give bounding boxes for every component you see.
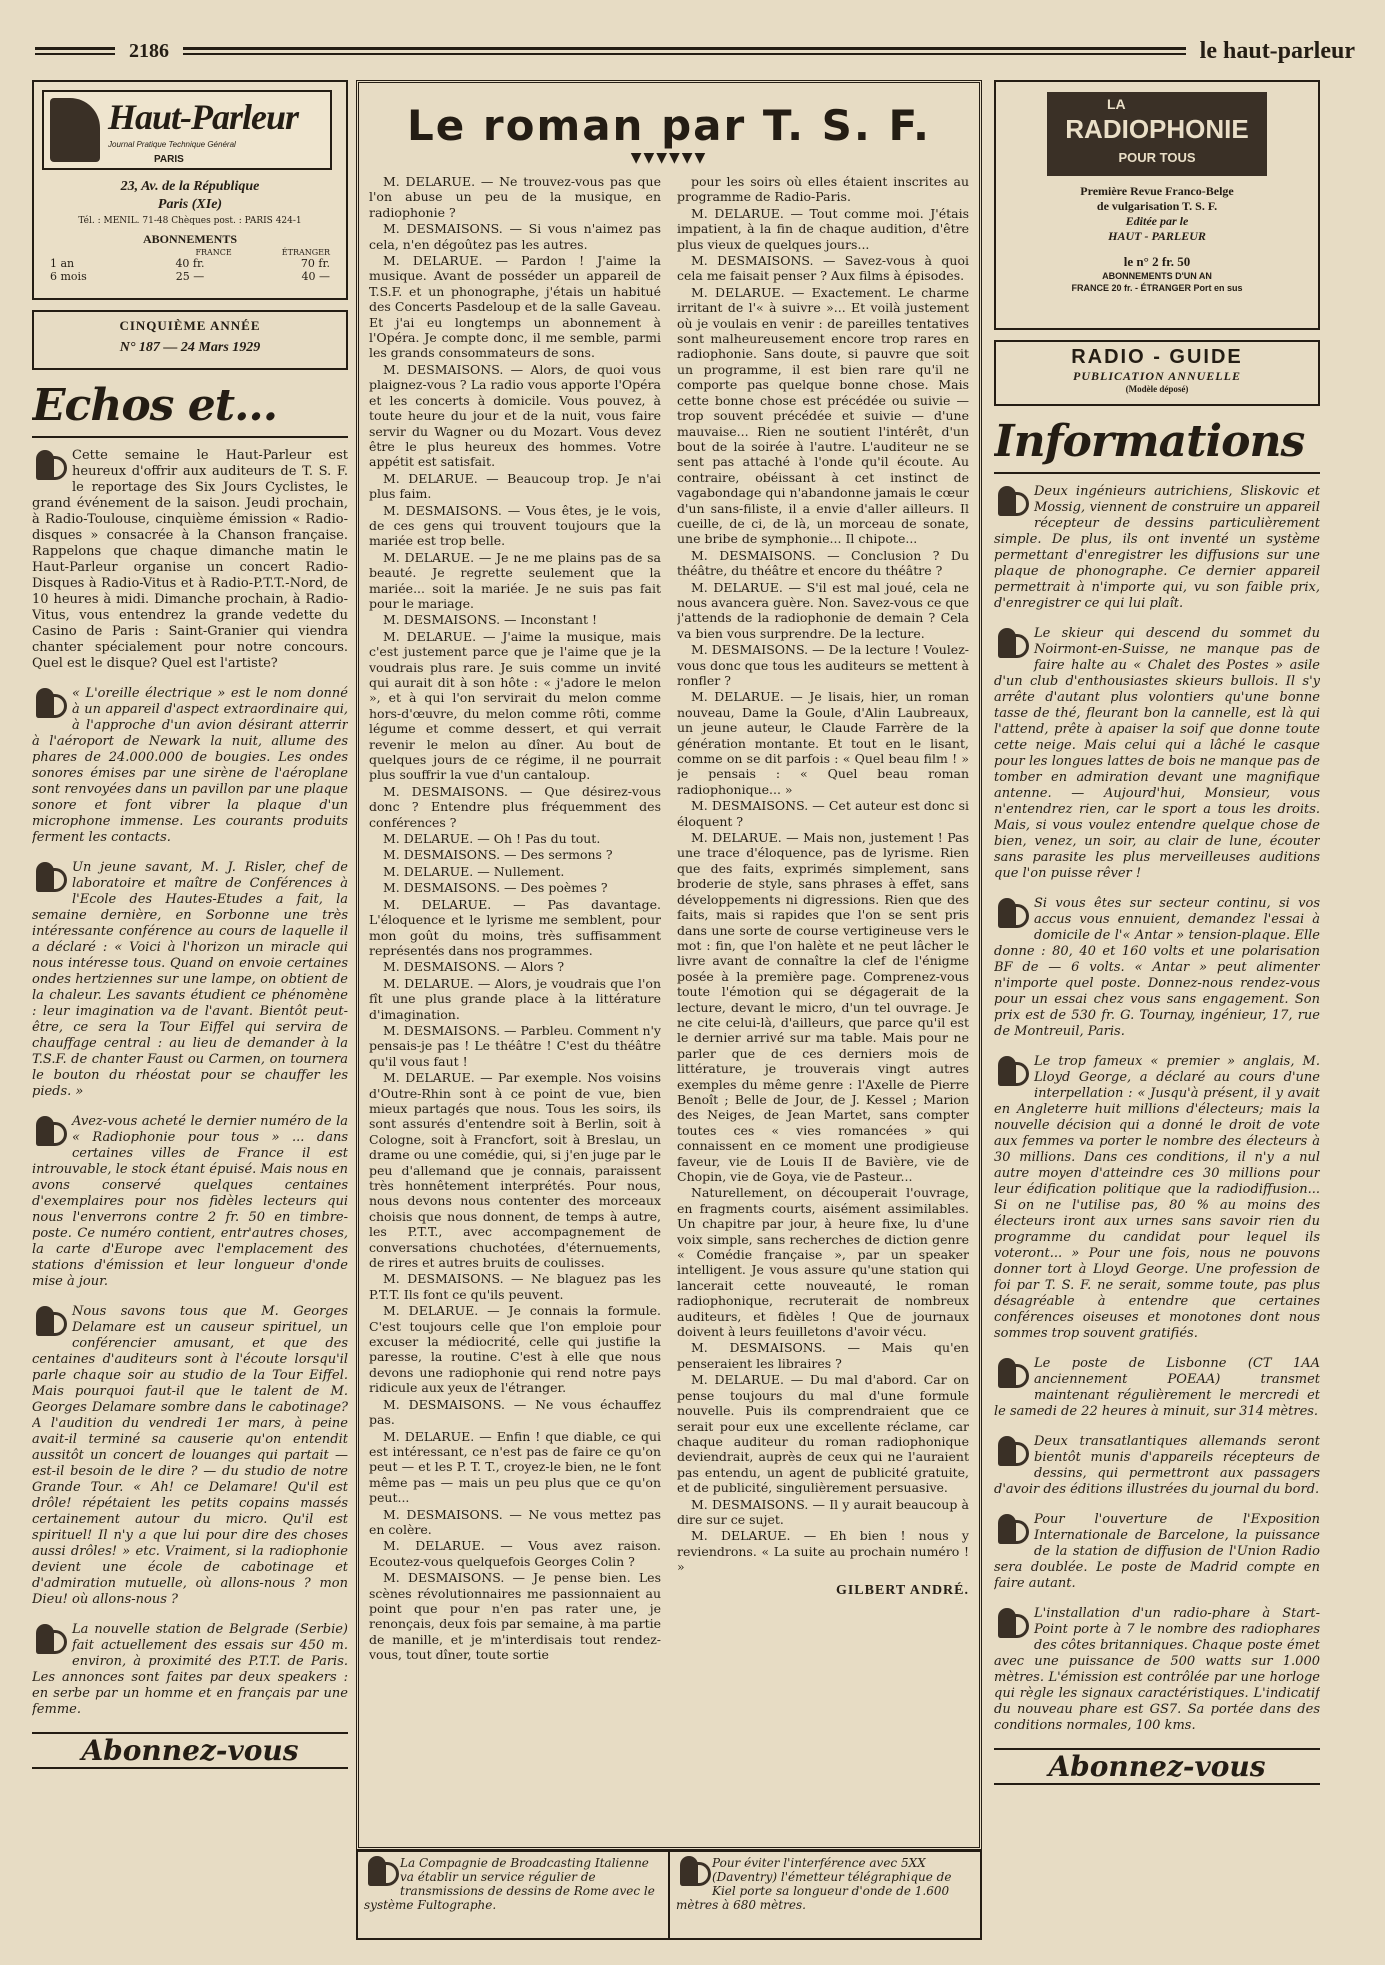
dialogue-paragraph: M. DELARUE. — Pardon ! J'aime la musique. Avant de posséder un appareil de T.S.F. et un phonographe, j'étais un habitué des Concerts Pasdeloup et de la salle Gaveau. Et j'ai eu longtemps un abonnement à l'Opéra. Je compte donc, il me semble, parmi les grands consommateurs de sons. <box>369 253 661 361</box>
brand-city: PARIS <box>154 154 184 165</box>
dialogue-paragraph: M. DESMAISONS. — Vous êtes, je le vois, de ces gens qui trouvent toujours que la mariée est trop belle. <box>369 502 661 549</box>
loudspeaker-icon <box>50 98 100 162</box>
news-item <box>994 896 1320 1040</box>
news-item <box>32 1114 348 1290</box>
dialogue-paragraph: M. DELARUE. — Tout comme moi. J'étais impatient, à la fin de chaque audition, d'être plus vieux de quelques jours... <box>677 205 969 252</box>
item-text: « L'oreille électrique » est le nom donné à un appareil d'aspect extraordinaire qui, à l'approche d'un avion désirant atterrir à l'aéroport de Newark la nuit, allume des phares de 24.000.000 de bougies. Les ondes sonores émises par une sirène de l'aéroplane sont renvoyées dans un pavillon par une plaque sonore et font vibrer la plaque d'un microphone immense. Les courants produits ferment les contacts. <box>32 686 348 845</box>
news-item <box>994 626 1320 882</box>
logo-pour-tous: POUR TOUS <box>1118 150 1196 165</box>
loudspeaker-icon <box>32 1116 66 1150</box>
logo-name: RADIOPHONIE <box>1065 114 1249 144</box>
radio-guide-ad <box>994 340 1320 406</box>
dialogue-paragraph: M. DESMAISONS. — Savez-vous à quoi cela me faisait penser ? Aux films à épisodes. <box>677 253 969 284</box>
bottom-news-strip <box>356 1850 982 1940</box>
loudspeaker-icon <box>32 1624 66 1658</box>
guide-sub: PUBLICATION ANNUELLE <box>1073 369 1241 383</box>
rule <box>35 47 115 55</box>
item-text: Pour l'ouverture de l'Exposition Internationale de Barcelone, la puissance de la station de diffusion de l'Union Radio sera doublée. Le poste de Madrid compte en faire autant. <box>994 1512 1320 1591</box>
col-france: FRANCE <box>195 248 232 257</box>
news-item <box>994 484 1320 612</box>
subscription-row <box>50 257 330 270</box>
loudspeaker-icon <box>32 1306 66 1340</box>
dialogue-paragraph: M. DESMAISONS. — Inconstant ! <box>383 612 598 628</box>
bottom-item-left <box>358 1852 670 1938</box>
item-text: Avez-vous acheté le dernier numéro de la « Radiophonie pour tous » ... dans certaines villes de France il est introuvable, le stock étant épuisé. Mais nous en avons conservé quelques centaines d'exemplaires pour nos fidèles lecteurs qui nous l'enverrons contre 2 fr. 50 en timbre-poste. Ce numéro contient, entr'autres choses, la carte d'Europe avec l'emplacement des stations d'émission et leur longueur d'onde mise à jour. <box>32 1114 348 1289</box>
news-item <box>32 1304 348 1608</box>
loudspeaker-icon <box>994 1436 1028 1470</box>
ad-description <box>996 184 1318 244</box>
telephone: Tél. : MENIL. 71-48 Chèques post. : PARIS 424-1 <box>78 216 302 226</box>
dialogue-paragraph: M. DELARUE. — Exactement. Le charme irritant de l'« à suivre »... Et voilà justement où je voulais en venir : de pareilles tentatives sont malheureusement encore trop rares en radiophonie. Sans doute, si pauvre que soit un programme, il est bien rare qu'il ne comporte pas quelque bonne chose. Mais cette bonne chose est précédée ou suivie — trop souvent précédée et suivie — d'une mauvaise... Rien ne soutient l'intérêt, d'un bout de la soirée à l'autre. L'auditeur ne se sent pas attaché à l'onde qu'il écoute. Au contraire, obéissant à cet instinct de vagabondage qui n'abandonne jamais le cœur d'un sans-filiste, il a envie d'aller ailleurs. Il cueille, de ci, de là, un morceau de sonate, une bribe de symphonie... Il chipote... <box>677 284 969 547</box>
item-text: Le poste de Lisbonne (CT 1AA anciennement POEAA) transmet maintenant régulièrement le mercredi et le samedi de 22 heures à minuit, sur 314 mètres. <box>994 1356 1320 1419</box>
ad-subs: ABONNEMENTS D'UN AN <box>1102 271 1212 281</box>
dialogue-paragraph: M. DELARUE. — Par exemple. Nos voisins d'Outre-Rhin sont à ce point de vue, bien mieux partagés que nous. Tous les soirs, ils sont assurés d'entendre soit à Berlin, soit à Cologne, soit à Francfort, soit à Breslau, un drame ou une comédie, qui, si j'en juge par le peu d'allemand que je connais, paraissent très honnêtement interprétés. Pour nous, nous devons nous contenter des morceaux choisis que nous donnent, de temps à autre, les P.T.T., avec accompagnement de conversations chuchotées, d'éternuements, de rires et autres bruits de coulisses. <box>369 1070 661 1271</box>
news-item <box>32 860 348 1100</box>
ad-line: Première Revue Franco-Belge <box>1080 184 1234 198</box>
dialogue-paragraph: M. DESMAISONS. — Cet auteur est donc si éloquent ? <box>677 798 969 829</box>
item-text: La nouvelle station de Belgrade (Serbie) fait actuellement des essais sur 450 m. environ, à proximité des P.T.T. de Paris. Les annonces sont faites par deux speakers : en serbe par un homme et en français par une femme. <box>32 1622 348 1717</box>
running-head <box>35 36 1355 66</box>
item-text: Le trop fameux « premier » anglais, M. Lloyd George, a déclaré au cours d'une interpellation : « Jusqu'à présent, il y avait en Angleterre huit millions d'électeurs; mais la nouvelle décision qui a donné le droit de vote aux femmes va porter le nombre des électeurs à 30 millions. Dans ces conditions, il n'y a nul autre moyen d'atteindre ces 30 millions pour leur édification politique que la radiodiffusion... Si on ne l'utilise pas, 80 % au moins des électeurs iront aux urnes sans savoir rien du programme du candidat pour lequel ils voteront... » Pour une fois, nous ne pouvons donner tort à Lloyd George. Une profession de foi par T. S. F. ne serait, somme toute, pas plus désagréable à entendre que certaines conférences oiseuses et monotones dont nous sommes trop souvent gratifiés. <box>994 1054 1320 1341</box>
item-text: Deux ingénieurs autrichiens, Sliskovic et Mossig, viennent de construire un appareil récepteur de dessins particulièrement simple. De plus, ils ont inventé un système permettant d'enregistrer les diffusions sur une plaque de phonographe. Ce dernier appareil permettrait à n'importe qui, vu son faible prix, d'enregistrer ce qui lui plaît. <box>994 484 1320 611</box>
issue-year: CINQUIÈME ANNÉE <box>119 318 261 333</box>
issue-box <box>32 310 348 370</box>
dialogue-paragraph: M. DELARUE. — Je connais la formule. C'est toujours celle que l'on emploie pour excuser la médiocrité, celle qui justifie la paresse, la routine. C'est à elle que nous devons une radiophonie qui rend notre pays ridicule aux yeux de l'étranger. <box>369 1303 661 1396</box>
title-ornament: ▼▼▼▼▼▼ <box>630 150 708 166</box>
news-item <box>32 1622 348 1718</box>
dialogue-paragraph: M. DELARUE. — Beaucoup trop. Je n'ai plus faim. <box>369 470 661 502</box>
publication-title: le haut-parleur <box>1199 37 1355 64</box>
dialogue-paragraph: M. DELARUE. — Alors, je voudrais que l'on fît une plus grande place à la littérature d'imagination. <box>369 975 661 1022</box>
right-column <box>994 80 1320 1850</box>
article-signature: GILBERT ANDRÉ. <box>835 1582 969 1598</box>
price-france: 40 fr. <box>175 257 205 270</box>
period: 1 an <box>50 257 75 270</box>
dialogue-paragraph: M. DELARUE. — Mais non, justement ! Pas une trace d'éloquence, pas de lyrisme. Rien que des faits, exprimés simplement, sans broderie de style, sans phrases à effet, sans développements ni digressions. Rien que des faits, mais si rapides que l'on se sent pris dans une sorte de course vertigineuse vers le mot : fin, que l'on halète et ne peut lâcher le livre avant de connaître la clef de l'énigme posée à la première page. Comprenez-vous toute l'émotion qui se dégagerait de la lecture, devant le micro, d'un tel ouvrage. Je ne cite celui-là, d'ailleurs, que parce qu'il est le dernier arrivé sur ma table. Mais pour ne parler que de ces derniers mois de littérature, je trouverais vingt autres exemples du même genre : l'Axelle de Pierre Benoît ; Belle de Jour, de J. Kessel ; Marion des Neiges, de Jean Martet, sans compter toutes ces « vies romancées » qui connaissent en ce moment une prodigieuse faveur, vie de Louis II de Bavière, vie de Chopin, vie de Goya, vie de Pasteur... <box>677 830 969 1184</box>
dialogue-paragraph: Naturellement, on découperait l'ouvrage, en fragments courts, aisément assimilables. Un chapitre par jour, à heure fixe, lu d'une voix simple, sans recherches de diction genre « Comédie française », par un speaker intelligent. Je vous assure qu'une station qui lancerait cette nouveauté, le roman radiophonique, recruterait de nombreux auditeurs, et fidèles ! Que de journaux doivent à leurs feuilletons d'avoir vécu. <box>677 1185 969 1340</box>
dialogue-paragraph: M. DESMAISONS. — Alors, de quoi vous plaignez-vous ? La radio vous apporte l'Opéra et les concerts à domicile. Vous pouvez, à toute heure du jour et de la nuit, vous faire servir du Wagner ou du Mozart. Vous devez être le plus heureux des hommes. Votre appétit est satisfait. <box>369 361 661 470</box>
item-text: La Compagnie de Broadcasting Italienne va établir un service régulier de transmissions de dessins de Rome avec le système Fultographe. <box>364 1856 655 1912</box>
loudspeaker-icon <box>994 1358 1028 1392</box>
dialogue-paragraph: M. DESMAISONS. — Il y aurait beaucoup à dire sur ce sujet. <box>677 1496 969 1527</box>
period: 6 mois <box>50 270 87 283</box>
brand-tagline: Journal Pratique Technique Général <box>108 140 236 149</box>
dialogue-paragraph: M. DELARUE. — Oh ! Pas du tout. <box>383 831 601 847</box>
ad-line: Editée par le <box>1125 214 1189 228</box>
loudspeaker-icon <box>994 628 1028 662</box>
guide-title: RADIO - GUIDE <box>1071 346 1243 368</box>
dialogue-paragraph: M. DELARUE. — S'il est mal joué, cela ne nous avancera guère. Non. Savez-vous ce que j'attends de la radiophonie de demain ? Cela va bien vous surprendre. De la lecture. <box>677 579 969 641</box>
article-frame <box>356 80 982 1850</box>
dialogue-paragraph: M. DELARUE. — Vous avez raison. Ecoutez-vous quelquefois Georges Colin ? <box>369 1538 661 1569</box>
dialogue-paragraph: M. DESMAISONS. — Des sermons ? <box>383 847 613 863</box>
dialogue-paragraph: M. DESMAISONS. — De la lecture ! Voulez-vous donc que tous les auditeurs se mettent à ronfler ? <box>677 642 969 688</box>
dialogue-paragraph: M. DELARUE. — Nullement. <box>383 863 565 879</box>
subscriptions-table <box>50 248 330 283</box>
middle-column <box>356 80 982 1850</box>
news-item <box>994 1356 1320 1420</box>
col-abroad: ÉTRANGER <box>281 248 330 257</box>
masthead <box>32 80 348 300</box>
page-number: 2186 <box>129 39 169 62</box>
bottom-item-right <box>670 1852 980 1938</box>
price-france: 25 — <box>175 270 205 283</box>
article-col-1 <box>369 174 661 1774</box>
price-abroad: 70 fr. <box>300 257 330 270</box>
news-item <box>994 1434 1320 1498</box>
ad-line: de vulgarisation T. S. F. <box>1096 199 1218 213</box>
dialogue-paragraph: M. DELARUE. — Je lisais, hier, un roman nouveau, Dame la Goule, d'Alin Laubreaux, un jeune auteur, le Claude Farrère de la génération montante. Et tout en le lisant, comme on se dit parfois : « Quel beau film ! » je pensais : « Quel beau roman radiophonique... » <box>677 689 969 797</box>
dialogue-paragraph: pour les soirs où elles étaient inscrites au programme de Radio-Paris. <box>677 174 969 205</box>
masthead-logo <box>42 90 332 170</box>
address-line: 23, Av. de la République <box>120 179 260 194</box>
address-line: Paris (XIe) <box>157 197 223 212</box>
item-text: L'installation d'un radio-phare à Start-Point porte à 7 le nombre des radiophares des côtes britanniques. Chaque poste émet avec une puissance de 500 watts sur 1.000 mètres. L'émission est contrôlée par une horloge qui règle les signaux caractéristiques. L'indicatif du nouveau phare est GS7. Sa portée dans des conditions normales, 100 kms. <box>994 1606 1320 1733</box>
item-text: Si vous êtes sur secteur continu, si vos accus vous ennuient, demandez l'essai à domicile de l'« Antar » tension-plaque. Elle donne : 80, 40 et 160 volts et une polarisation BF de — 6 volts. « Antar » peut alimenter n'importe quel poste. Donnez-nous rendez-vous pour un essai chez vous sans engagement. Son prix est de 530 fr. G. Tournay, ingénieur, 17, rue de Montreuil, Paris. <box>994 896 1320 1039</box>
dialogue-paragraph: M. DESMAISONS. — Mais qu'en penseraient les libraires ? <box>677 1340 969 1371</box>
loudspeaker-icon <box>994 1056 1028 1090</box>
item-text: Cette semaine le Haut-Parleur est heureux d'offrir aux auditeurs de T. S. F. le reportage des Six Jours Cyclistes, le grand événement de la saison. Jeudi prochain, à Radio-Toulouse, cinquième émission « Radio-disques » consacrée à la Chanson française. Rappelons que chaque dimanche matin le Haut-Parleur organise un concert Radio-Disques à Radio-Vitus et à Radio-P.T.T.-Nord, de 10 heures à midi. Dimanche prochain, à Radio-Vitus, vous entendrez la grande vedette du Casino de Paris : Saint-Granier qui viendra chanter spécialement pour notre concours. Quel est le disque? Quel est l'artiste? <box>32 448 348 671</box>
rule <box>183 47 1186 55</box>
radiophonie-logo <box>1047 92 1267 176</box>
guide-model: (Modèle déposé) <box>1125 384 1189 394</box>
brand-name: Haut-Parleur <box>108 97 299 137</box>
loudspeaker-icon <box>32 450 66 484</box>
item-text: Pour éviter l'interférence avec 5XX (Daventry) l'émetteur télégraphique de Kiel porte sa longueur d'onde de 1.600 mètres à 680 mètres. <box>676 1856 952 1912</box>
news-item <box>32 686 348 846</box>
loudspeaker-icon <box>32 688 66 722</box>
dialogue-paragraph: M. DESMAISONS. — Ne vous mettez pas en colère. <box>369 1506 661 1537</box>
dialogue-paragraph: M. DESMAISONS. — Conclusion ? Du théâtre, du théâtre et encore du théâtre ? <box>677 547 969 579</box>
dialogue-paragraph: M. DESMAISONS. — Ne blaguez pas les P.T.T. Ils font ce qu'ils peuvent. <box>369 1271 661 1302</box>
article-body <box>369 174 969 1774</box>
dialogue-paragraph: M. DESMAISONS. — Alors ? <box>383 959 565 975</box>
dialogue-paragraph: M. DELARUE. — Du mal d'abord. Car on pense toujours du mal d'une formule nouvelle. Puis ils comprendraient que ce serait pour eux une excellente réclame, car chaque auditeur du roman radiophonique deviendrait, auprès de ceux qui ne l'auraient pas entendu, un agent de publicité gratuite, et de publicité, singulièrement persuasive. <box>677 1372 969 1496</box>
article-col-2 <box>677 174 969 1774</box>
issue-number: N° 187 — 24 Mars 1929 <box>119 340 261 355</box>
item-text: Nous savons tous que M. Georges Delamare est un causeur spirituel, un conférencier amusant, et que des centaines d'auditeurs sont à l'écoute lorsqu'il parle chaque soir au studio de la Tour Eiffel. Mais pourquoi faut-il que le talent de M. Georges Delamare sombre dans le cabotinage? A l'audition du vendredi 1er mars, à peine avait-il terminé sa causerie qu'on entendit aussitôt un concert de louanges qui partait — est-il besoin de le dire ? — du studio de notre Grande Tour. « Ah! ce Delamare! Qu'il est drôle! répétaient les petits copains massés certainement autour du micro. Qu'il est spirituel! Il n'y a que lui pour dire des choses aussi drôles! » etc. Vraiment, si la radiophonie devient une école de cabotinage et d'admiration mutuelle, où allons-nous ? mon Dieu! où allons-nous ? <box>32 1304 348 1607</box>
dialogue-paragraph: M. DELARUE. — Ne trouvez-vous pas que l'on abuse un peu de la musique, en radiophonie ? <box>369 174 661 220</box>
loudspeaker-icon <box>994 1608 1028 1642</box>
echos-heading: Echos et... <box>32 376 348 438</box>
dialogue-paragraph: M. DELARUE. — Pas davantage. L'éloquence et le lyrisme me semblent, pour mon goût du moins, très suffisamment représentés dans nos programmes. <box>369 896 661 958</box>
ad-line: HAUT - PARLEUR <box>1108 229 1206 243</box>
article-title: Le roman par T. S. F. <box>407 101 931 150</box>
dialogue-paragraph: M. DESMAISONS. — Parbleu. Comment n'y pensais-je pas ! Le théâtre ! C'est du théâtre qu'il vous faut ! <box>369 1022 661 1069</box>
loudspeaker-icon <box>364 1856 394 1886</box>
dialogue-paragraph: M. DESMAISONS. — Ne vous échauffez pas. <box>369 1396 661 1428</box>
dialogue-paragraph: M. DELARUE. — Eh bien ! nous y reviendrons. « La suite au prochain numéro ! » <box>677 1528 969 1575</box>
item-text: Le skieur qui descend du sommet du Noirmont-en-Suisse, ne manque pas de faire halte au « Chalet des Postes » asile d'un club d'enthousiastes skieurs bullois. Il s'y arrête d'autant plus volontiers qu'une bonne tasse de thé, fleurant bon la cannelle, est là qui l'attend, prête à apaiser la soif que donne toute cette neige. Mais celui qui a lâché le casque pour les longues lattes de bois ne manque pas de tomber en admiration devant une magnifique antenne. — Aujourd'hui, Monsieur, vous n'entendrez rien, car le sport a tous les droits. Mais, si vous voulez entendre quelque chose de bien, venez, un soir, au clair de lune, écouter sans parasite les plus merveilleuses auditions que l'on puisse rêver ! <box>994 626 1320 881</box>
loudspeaker-icon <box>994 898 1028 932</box>
item-text: Un jeune savant, M. J. Risler, chef de laboratoire et maître de Conférences à l'Ecole des Hautes-Etudes a fait, la semaine dernière, en Sorbonne une très intéressante conférence au cours de laquelle il a déclaré : « Voici à l'horizon un miracle qui nous intéresse tous. Quand on envoie certaines ondes hertziennes sur une lampe, on obtient de la chaleur. Les savants étudient ce phénomène : leur imagination va de l'avant. Bientôt peut-être, ce sera la Tour Eiffel qui servira de chauffage central : au lieu de demander à la T.S.F. de chanter Faust ou Carmen, on tournera le bouton du rhéostat pour se chauffer les pieds. » <box>32 860 348 1099</box>
price-abroad: 40 — <box>301 270 330 283</box>
left-column <box>32 80 348 1850</box>
subscriptions-header <box>50 248 330 257</box>
news-item <box>994 1606 1320 1734</box>
ad-subs-detail: FRANCE 20 fr. - ÉTRANGER Port en sus <box>1071 283 1243 293</box>
loudspeaker-icon <box>994 486 1028 520</box>
subscriptions-title: ABONNEMENTS <box>142 232 237 246</box>
news-item <box>994 1054 1320 1342</box>
informations-heading: Informations <box>994 412 1320 474</box>
news-item <box>32 448 348 672</box>
dialogue-paragraph: M. DESMAISONS. — Je pense bien. Les scènes révolutionnaires me passionnaient au point que pour n'en pas rater une, je renonçais, deux fois par semaine, à ma partie de manille, et je m'interdisais tout rendez-vous, tout dîner, toute sortie <box>369 1570 661 1663</box>
dialogue-paragraph: M. DESMAISONS. — Que désirez-vous donc ? Entendre plus fréquemment des conférences ? <box>369 783 661 830</box>
loudspeaker-icon <box>676 1856 706 1886</box>
news-item <box>994 1512 1320 1592</box>
dialogue-paragraph: M. DESMAISONS. — Si vous n'aimez pas cela, n'en dégoûtez pas les autres. <box>369 221 661 252</box>
dialogue-paragraph: M. DELARUE. — Enfin ! que diable, ce qui est intéressant, ce n'est pas de faire ce qu'on peut — et les P. T. T., croyez-le bien, ne le font même pas — mais un peu plus que ce qu'on peut... <box>369 1428 661 1506</box>
dialogue-paragraph: M. DELARUE. — Je ne me plains pas de sa beauté. Je regrette seulement que la mariée... soit la mariée. Je ne suis pas fait pour le mariage. <box>369 549 661 611</box>
loudspeaker-icon <box>32 862 66 896</box>
item-text: Deux transatlantiques allemands seront bientôt munis d'appareils récepteurs de dessins, qui permettront aux passagers d'avoir des éditions illustrées du journal du bord. <box>994 1434 1320 1497</box>
address <box>42 178 338 214</box>
dialogue-paragraph: M. DELARUE. — J'aime la musique, mais c'est justement parce que je l'aime que je la voudrais plus rare. Je suis comme un invité qui aurait dit à son hôte : « j'adore le melon », et à qui l'on servirait du melon comme hors-d'œuvre, du melon comme rôti, comme légume et comme dessert, et qui verrait revenir le melon au dîner. Au bout de quelques jours de ce régime, il ne pourrait plus souffrir la vue d'un cantaloup. <box>369 628 661 783</box>
dialogue-paragraph: M. DESMAISONS. — Des poèmes ? <box>383 880 608 896</box>
subscription-row <box>50 270 330 283</box>
ad-price: le n° 2 fr. 50 <box>1123 254 1191 269</box>
subscribe-banner: Abonnez-vous <box>32 1732 348 1769</box>
logo-la: LA <box>1107 96 1126 112</box>
subscribe-banner: Abonnez-vous <box>994 1748 1320 1785</box>
radiophonie-ad <box>994 80 1320 330</box>
loudspeaker-icon <box>994 1514 1028 1548</box>
